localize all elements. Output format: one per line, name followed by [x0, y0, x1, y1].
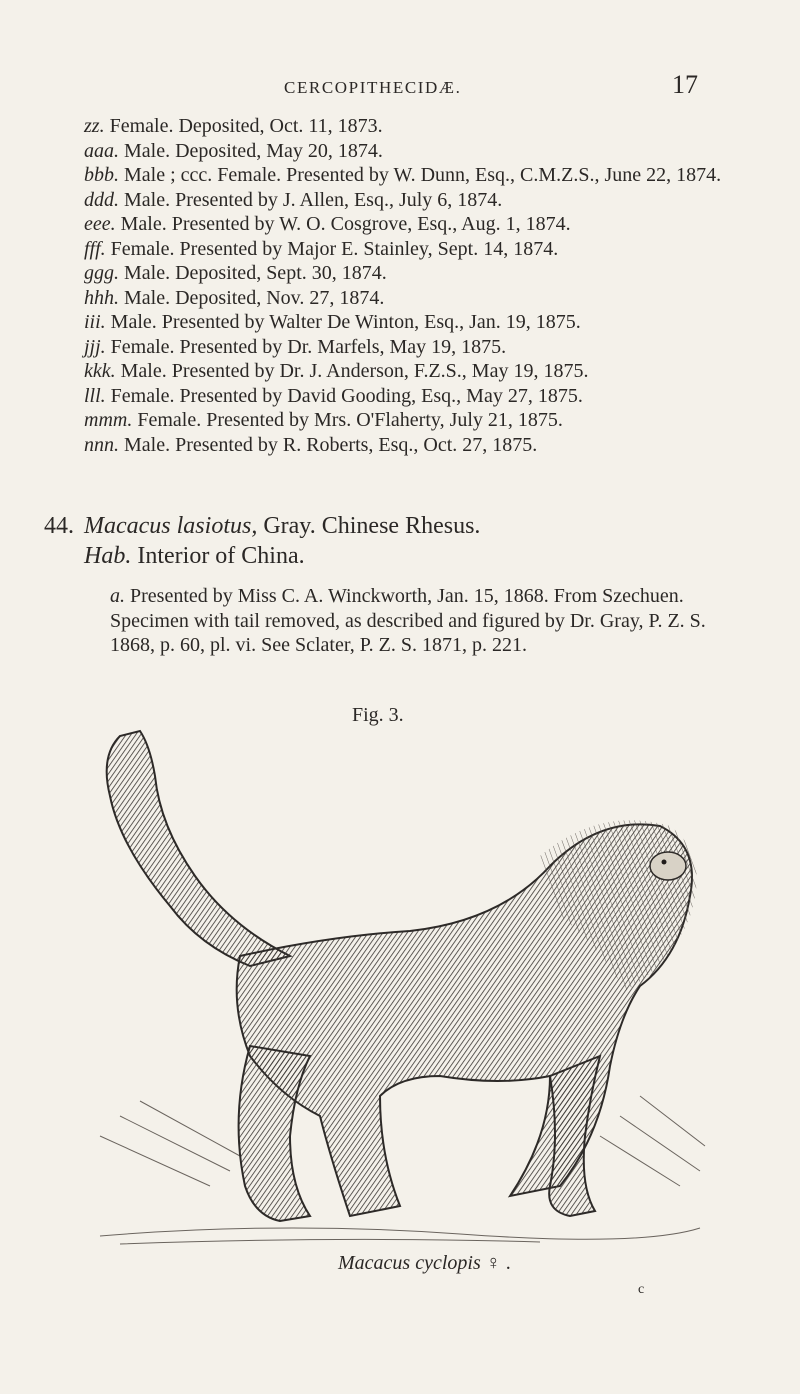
specimen-text: Presented by Miss C. A. Winckworth, Jan. 15, 1868. From Szechuen. Specimen with tail removed, as described and figured by Dr. Gray, P. Z. S. 1868, p. 60, pl. vi. See Sclater, P. Z. S. 1871, p. 221.: [110, 585, 706, 656]
habitat-line: [84, 540, 744, 572]
entry-text: Male ; ccc. Female. Presented by W. Dunn, Esq., C.M.Z.S., June 22, 1874.: [124, 164, 722, 186]
entry-key: jjj.: [84, 335, 106, 358]
species-authority: Gray.: [263, 513, 316, 539]
female-symbol: ♀ .: [485, 1252, 511, 1274]
entry-key: iii.: [84, 311, 106, 333]
entry-text: Female. Presented by Major E. Stainley, Sept. 14, 1874.: [110, 237, 559, 260]
entry-key: zz.: [84, 115, 105, 137]
entry-key: ggg.: [84, 262, 119, 284]
list-item: [84, 261, 724, 286]
specimen-description: [110, 584, 730, 658]
entry-text: Male. Presented by Walter De Winton, Esq., Jan. 19, 1875.: [110, 311, 581, 333]
habitat-text: Interior of China.: [137, 543, 305, 569]
entry-text: Male. Deposited, May 20, 1874.: [124, 139, 383, 162]
entry-key: nnn.: [84, 433, 119, 456]
page-number: 17: [672, 70, 698, 99]
species-number: 44.: [44, 513, 74, 539]
species-name: Macacus lasiotus,: [84, 513, 258, 539]
entry-key: hhh.: [84, 286, 119, 309]
entry-key: mmm.: [84, 409, 133, 431]
entry-key: ddd.: [84, 188, 119, 211]
figure-caption: [338, 1252, 511, 1275]
species-heading: [44, 512, 744, 572]
list-item: [84, 237, 724, 262]
figure-label: Fig. 3.: [352, 704, 404, 726]
list-item: [84, 335, 724, 360]
entry-key: aaa.: [84, 139, 119, 162]
list-item: [84, 433, 724, 458]
entry-text: Female. Presented by Mrs. O'Flaherty, July 21, 1875.: [137, 409, 563, 431]
entry-key: bbb.: [84, 164, 119, 186]
entry-text: Male. Presented by R. Roberts, Esq., Oct. 27, 1875.: [124, 433, 538, 456]
list-item: [84, 310, 724, 335]
specimen-list: [84, 114, 724, 457]
entry-key: kkk.: [84, 360, 116, 382]
list-item: [84, 188, 724, 213]
entry-text: Male. Deposited, Sept. 30, 1874.: [124, 262, 387, 284]
species-common-name: Chinese Rhesus.: [321, 513, 481, 539]
list-item: [84, 384, 724, 409]
list-item: [84, 286, 724, 311]
habitat-label: Hab.: [84, 543, 132, 569]
list-item: [84, 408, 724, 433]
list-item: [84, 163, 724, 188]
figure-caption-name: Macacus cyclopis: [338, 1252, 481, 1274]
entry-text: Male. Presented by W. O. Cosgrove, Esq., Aug. 1, 1874.: [120, 213, 571, 235]
entry-text: Male. Deposited, Nov. 27, 1874.: [124, 286, 385, 309]
list-item: [84, 139, 724, 164]
entry-text: Male. Presented by Dr. J. Anderson, F.Z.S., May 19, 1875.: [120, 360, 589, 382]
entry-key: fff.: [84, 237, 106, 260]
list-item: [84, 212, 724, 237]
list-item: [84, 359, 724, 384]
list-item: [84, 114, 724, 139]
signature-mark: c: [638, 1282, 645, 1297]
page-header: [0, 70, 800, 110]
species-title-line: [44, 512, 744, 540]
entry-text: Female. Presented by Dr. Marfels, May 19, 1875.: [110, 335, 507, 358]
specimen-key: a.: [110, 585, 125, 607]
running-head: CERCOPITHECIDÆ.: [284, 78, 462, 97]
entry-text: Male. Presented by J. Allen, Esq., July 6, 1874.: [124, 188, 503, 211]
entry-key: eee.: [84, 213, 116, 235]
monkey-engraving: [80, 716, 720, 1256]
entry-key: lll.: [84, 384, 106, 407]
monkey-illustration-icon: [80, 716, 720, 1256]
entry-text: Female. Presented by David Gooding, Esq., May 27, 1875.: [110, 384, 583, 407]
entry-text: Female. Deposited, Oct. 11, 1873.: [109, 115, 383, 137]
